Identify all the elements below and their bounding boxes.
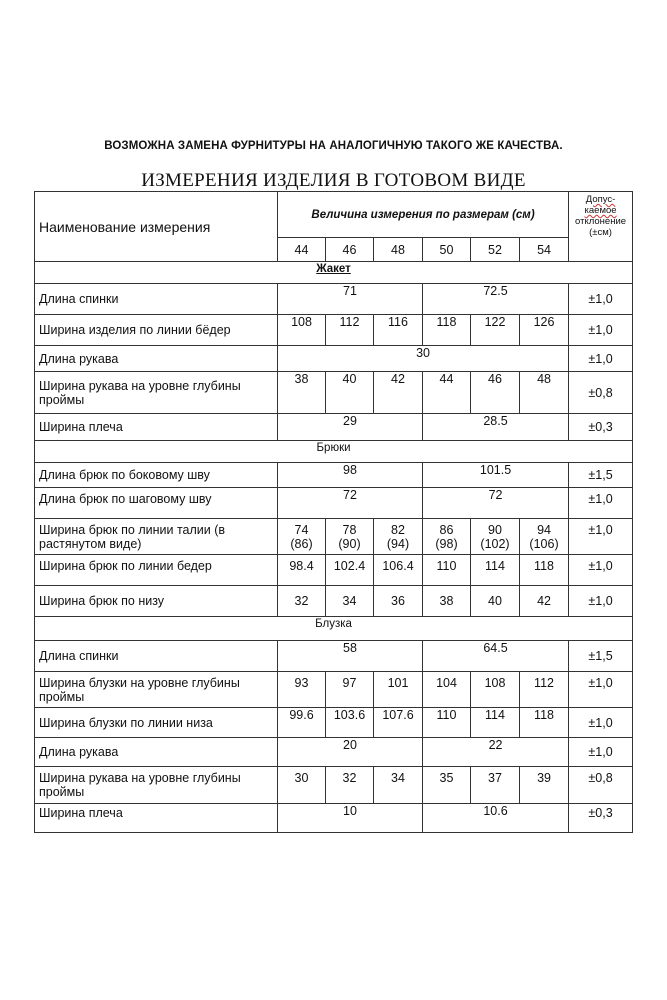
table-row	[35, 488, 633, 519]
value-cell: 98	[278, 463, 423, 488]
value-cell: 35	[423, 767, 471, 804]
row-name: Ширина плеча	[35, 414, 278, 441]
value-cell: 42	[374, 372, 423, 414]
value-cell: 20	[278, 738, 423, 767]
value-cell: 118	[520, 708, 569, 738]
row-name: Длина брюк по боковому шву	[35, 463, 278, 488]
value-cell: 106.4	[374, 555, 423, 586]
page-title: ИЗМЕРЕНИЯ ИЗДЕЛИЯ В ГОТОВОМ ВИДЕ	[141, 170, 526, 191]
tolerance-cell: ±1,5	[569, 463, 633, 488]
value-cell: 107.6	[374, 708, 423, 738]
value-cell: 90 (102)	[471, 519, 520, 555]
row-name: Ширина рукава на уровне глубины проймы	[35, 767, 278, 804]
value-cell: 110	[423, 708, 471, 738]
size-48: 48	[374, 238, 423, 262]
header-tolerance: Допус- каемое отклонение (±см)	[569, 192, 633, 262]
tolerance-cell: ±1,0	[569, 315, 633, 346]
value-cell: 37	[471, 767, 520, 804]
header-row-1	[35, 192, 633, 238]
value-cell: 112	[326, 315, 374, 346]
value-cell: 86 (98)	[423, 519, 471, 555]
value-cell: 122	[471, 315, 520, 346]
value-cell: 46	[471, 372, 520, 414]
value-cell: 28.5	[423, 414, 569, 441]
table-row	[35, 672, 633, 708]
table-row	[35, 414, 633, 441]
tolerance-cell: ±1,0	[569, 519, 633, 555]
value-cell: 99.6	[278, 708, 326, 738]
value-cell: 72.5	[423, 284, 569, 315]
value-cell: 98.4	[278, 555, 326, 586]
tolerance-cell: ±1,0	[569, 708, 633, 738]
row-name: Ширина брюк по линии бедер	[35, 555, 278, 586]
value-cell: 82 (94)	[374, 519, 423, 555]
table-row	[35, 586, 633, 617]
size-46: 46	[326, 238, 374, 262]
value-cell: 112	[520, 672, 569, 708]
value-cell: 102.4	[326, 555, 374, 586]
value-cell: 72	[278, 488, 423, 519]
value-cell: 38	[423, 586, 471, 617]
section-trousers	[35, 441, 633, 463]
table-row	[35, 346, 633, 372]
table-row	[35, 641, 633, 672]
replacement-notice: ВОЗМОЖНА ЗАМЕНА ФУРНИТУРЫ НА АНАЛОГИЧНУЮ ТАКОГО ЖЕ КАЧЕСТВА.	[104, 140, 563, 152]
value-cell: 36	[374, 586, 423, 617]
value-cell: 93	[278, 672, 326, 708]
value-cell: 101	[374, 672, 423, 708]
value-cell: 118	[520, 555, 569, 586]
table-row	[35, 315, 633, 346]
value-cell: 118	[423, 315, 471, 346]
row-name: Ширина блузки на уровне глубины проймы	[35, 672, 278, 708]
section-jacket	[35, 262, 633, 284]
value-cell: 29	[278, 414, 423, 441]
row-name: Ширина брюк по низу	[35, 586, 278, 617]
row-name: Длина брюк по шаговому шву	[35, 488, 278, 519]
row-name: Ширина рукава на уровне глубины проймы	[35, 372, 278, 414]
measurements-table	[34, 191, 633, 833]
row-name: Длина спинки	[35, 641, 278, 672]
section-title: Брюки	[35, 441, 633, 463]
section-blouse	[35, 617, 633, 641]
value-cell: 48	[520, 372, 569, 414]
value-cell: 72	[423, 488, 569, 519]
tolerance-cell: ±1,0	[569, 346, 633, 372]
tolerance-cell: ±0,3	[569, 804, 633, 833]
value-cell: 44	[423, 372, 471, 414]
table-row	[35, 284, 633, 315]
value-cell: 108	[278, 315, 326, 346]
tolerance-cell: ±1,5	[569, 641, 633, 672]
size-44: 44	[278, 238, 326, 262]
size-52: 52	[471, 238, 520, 262]
value-cell: 42	[520, 586, 569, 617]
value-cell: 38	[278, 372, 326, 414]
tolerance-cell: ±1,0	[569, 555, 633, 586]
size-54: 54	[520, 238, 569, 262]
value-cell: 97	[326, 672, 374, 708]
row-name: Длина рукава	[35, 738, 278, 767]
value-cell: 71	[278, 284, 423, 315]
value-cell: 114	[471, 708, 520, 738]
value-cell: 110	[423, 555, 471, 586]
value-cell: 101.5	[423, 463, 569, 488]
table-row	[35, 738, 633, 767]
value-cell: 108	[471, 672, 520, 708]
table-row	[35, 555, 633, 586]
value-cell: 32	[278, 586, 326, 617]
row-name: Длина рукава	[35, 346, 278, 372]
tolerance-cell: ±0,8	[569, 767, 633, 804]
value-cell: 22	[423, 738, 569, 767]
value-cell: 39	[520, 767, 569, 804]
tolerance-cell: ±1,0	[569, 586, 633, 617]
table-row	[35, 463, 633, 488]
table-row	[35, 767, 633, 804]
value-cell: 30	[278, 767, 326, 804]
tolerance-cell: ±1,0	[569, 488, 633, 519]
table-row	[35, 708, 633, 738]
row-name: Ширина блузки по линии низа	[35, 708, 278, 738]
tolerance-cell: ±0,8	[569, 372, 633, 414]
value-cell: 103.6	[326, 708, 374, 738]
value-cell: 10.6	[423, 804, 569, 833]
row-name: Длина спинки	[35, 284, 278, 315]
table-row	[35, 519, 633, 555]
row-name: Ширина брюк по линии талии (в растянутом виде)	[35, 519, 278, 555]
table-row	[35, 804, 633, 833]
size-50: 50	[423, 238, 471, 262]
value-cell: 30	[278, 346, 569, 372]
value-cell: 78 (90)	[326, 519, 374, 555]
tolerance-cell: ±1,0	[569, 284, 633, 315]
value-cell: 58	[278, 641, 423, 672]
value-cell: 126	[520, 315, 569, 346]
value-cell: 34	[326, 586, 374, 617]
tolerance-cell: ±1,0	[569, 738, 633, 767]
value-cell: 116	[374, 315, 423, 346]
tolerance-cell: ±1,0	[569, 672, 633, 708]
value-cell: 10	[278, 804, 423, 833]
value-cell: 94 (106)	[520, 519, 569, 555]
row-name: Ширина плеча	[35, 804, 278, 833]
section-title: Блузка	[35, 617, 633, 641]
value-cell: 104	[423, 672, 471, 708]
value-cell: 74 (86)	[278, 519, 326, 555]
tolerance-cell: ±0,3	[569, 414, 633, 441]
value-cell: 32	[326, 767, 374, 804]
value-cell: 40	[471, 586, 520, 617]
value-cell: 34	[374, 767, 423, 804]
value-cell: 40	[326, 372, 374, 414]
value-cell: 64.5	[423, 641, 569, 672]
table-row	[35, 372, 633, 414]
header-name: Наименование измерения	[35, 192, 278, 262]
section-title: Жакет	[316, 263, 351, 275]
row-name: Ширина изделия по линии бёдер	[35, 315, 278, 346]
header-sizes: Величина измерения по размерам (см)	[278, 192, 569, 238]
value-cell: 114	[471, 555, 520, 586]
